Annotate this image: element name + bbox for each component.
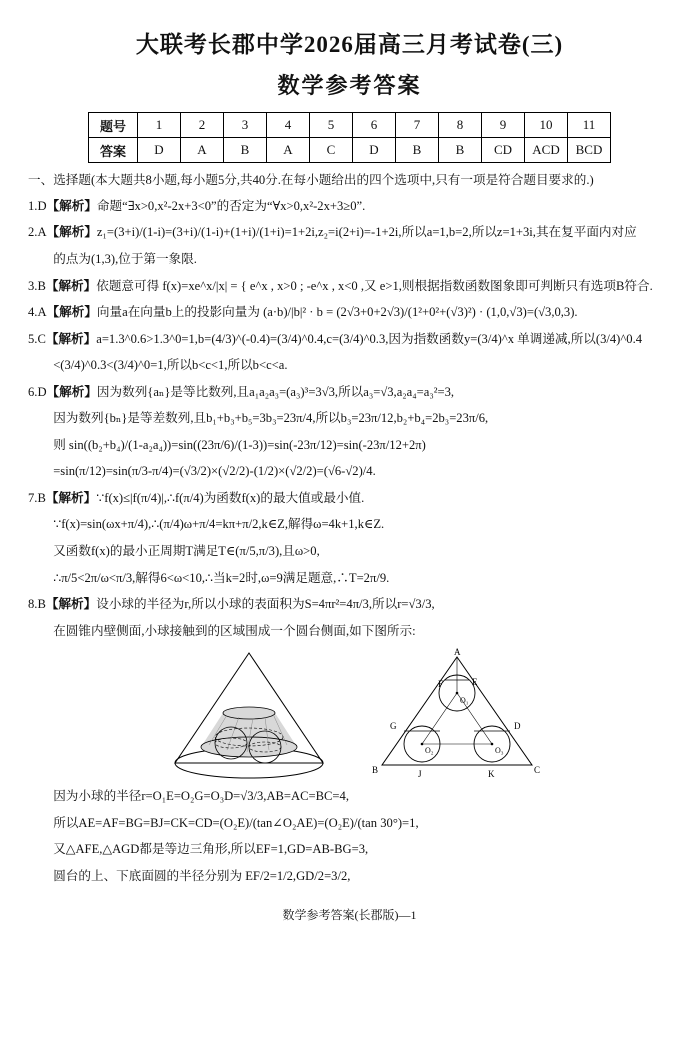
label-B: B xyxy=(372,765,379,776)
label-J: J xyxy=(418,769,422,780)
solution-text: 又函数f(x)的最小正周期T满足T∈(π/5,π/3),且ω>0, xyxy=(53,544,320,558)
table-cell: 2 xyxy=(181,113,224,138)
solution-6-cont-1 xyxy=(28,406,671,431)
label-O2: O₂ xyxy=(425,746,434,756)
table-cell: D xyxy=(353,138,396,163)
solution-tag: 【解析】 xyxy=(45,331,97,346)
solution-2-cont xyxy=(28,247,671,272)
solution-8-after-2 xyxy=(28,811,671,836)
solution-tag: 【解析】 xyxy=(46,305,97,320)
solution-8-cont-1 xyxy=(28,619,671,644)
table-cell: 6 xyxy=(353,113,396,138)
table-cell: A xyxy=(181,138,224,163)
page-subtitle: 数学参考答案 xyxy=(277,73,422,98)
answer-table xyxy=(88,112,611,163)
cone-figure xyxy=(147,647,352,782)
solution-8-after-1 xyxy=(28,784,671,809)
solution-text: 则 sin((b₂+b₄)/(1-a₂a₄))=sin((23π/6)/(1-3))=sin(-23π/12)=sin(-23π/12+2π) xyxy=(53,437,426,452)
solution-1 xyxy=(28,194,671,219)
solution-number: 3.B xyxy=(28,278,46,293)
solution-text: 命题“∃x>0,x²-2x+3<0”的否定为“∀x>0,x²-2x+3≥0”. xyxy=(96,198,366,213)
table-cell: A xyxy=(267,138,310,163)
solution-text: 设小球的半径为r,所以小球的表面积为S=4πr²=4π/3,所以r=√3/3, xyxy=(96,597,435,612)
table-cell: BCD xyxy=(568,138,611,163)
label-G: G xyxy=(390,721,397,732)
solution-text: 因为小球的半径r=O₁E=O₂G=O₃D=√3/3,AB=AC=BC=4, xyxy=(53,789,349,804)
label-D: D xyxy=(514,721,521,732)
solution-text: ∴π/5<2π/ω<π/3,解得6<ω<10,∴当k=2时,ω=9满足题意,∴T=2π/9. xyxy=(53,570,390,585)
solution-text: 因为数列{bₙ}是等差数列,且b₁+b₃+b₅=3b₃=23π/4,所以b₃=23π/12,b₂+b₄=2b₃=23π/6, xyxy=(53,411,489,426)
solution-text: a=1.3^0.6>1.3^0=1,b=(4/3)^(-0.4)=(3/4)^0.4,c=(3/4)^0.3,因为指数函数y=(3/4)^x 单调递减,所以(3/4)^0.4 xyxy=(96,331,643,346)
solution-number: 2.A xyxy=(28,225,47,240)
table-cell: 1 xyxy=(138,113,181,138)
solution-2 xyxy=(28,220,671,245)
solution-text: 又△AFE,△AGD都是等边三角形,所以EF=1,GD=AB-BG=3, xyxy=(53,842,369,857)
solution-text: z₁=(3+i)/(1-i)=(3+i)/(1-i)+(1+i)/(1+i)=1+2i,z₂=i(2+i)=-1+2i,所以a=1,b=2,所以z=1+3i,其在复平面内对应 xyxy=(96,225,637,240)
table-row-answers xyxy=(89,138,611,163)
table-cell: D xyxy=(138,138,181,163)
solution-8-after-4 xyxy=(28,864,671,889)
page-title: 大联考长郡中学2026届高三月考试卷(三) xyxy=(135,32,564,57)
solution-text: 因为数列{aₙ}是等比数列,且a₁a₂a₃=(a₃)³=3√3,所以a₃=√3,a₂a₄=a₃²=3, xyxy=(96,384,455,399)
label-K: K xyxy=(488,769,495,780)
label-F: F xyxy=(438,679,444,690)
page-footer: 数学参考答案(长郡版)—1 xyxy=(282,908,417,923)
label-O1: O₁ xyxy=(460,696,469,706)
solution-tag: 【解析】 xyxy=(46,198,97,213)
table-cell: 5 xyxy=(310,113,353,138)
solution-text: ∵f(x)≤|f(π/4)|,∴f(π/4)为函数f(x)的最大值或最小值. xyxy=(96,490,365,505)
table-cell: 7 xyxy=(396,113,439,138)
figure-group xyxy=(28,647,671,782)
table-header-answer: 答案 xyxy=(89,138,138,163)
solution-4 xyxy=(28,300,671,325)
solution-7-cont-3 xyxy=(28,566,671,591)
table-header-number: 题号 xyxy=(89,113,138,138)
solution-6-cont-3 xyxy=(28,459,671,484)
table-row-numbers xyxy=(89,113,611,138)
solution-text: ∵f(x)=sin(ωx+π/4),∴(π/4)ω+π/4=kπ+π/2,k∈Z,解得ω=4k+1,k∈Z. xyxy=(53,517,385,532)
solution-8-after-3 xyxy=(28,837,671,862)
solution-tag: 【解析】 xyxy=(46,384,97,399)
solution-6 xyxy=(28,380,671,405)
solution-tag: 【解析】 xyxy=(45,278,97,293)
solution-number: 5.C xyxy=(28,331,46,346)
table-cell: 8 xyxy=(439,113,482,138)
solution-text: 在圆锥内壁侧面,小球接触到的区域围成一个圆台侧面,如下图所示: xyxy=(53,623,416,638)
solution-tag: 【解析】 xyxy=(46,225,97,240)
solution-number: 4.A xyxy=(28,305,47,320)
solution-number: 8.B xyxy=(28,597,46,612)
table-cell: B xyxy=(224,138,267,163)
solution-5-cont xyxy=(28,353,671,378)
label-C: C xyxy=(534,765,541,776)
solution-8 xyxy=(28,592,671,617)
table-cell: 3 xyxy=(224,113,267,138)
table-cell: 10 xyxy=(525,113,568,138)
solution-text: 所以AE=AF=BG=BJ=CK=CD=(O₂E)/(tan∠O₂AE)=(O₂E)/(tan 30°)=1, xyxy=(53,815,419,830)
table-cell: 4 xyxy=(267,113,310,138)
solution-text: 的点为(1,3),位于第一象限. xyxy=(53,251,197,266)
solution-text: 圆台的上、下底面圆的半径分别为 EF/2=1/2,GD/2=3/2, xyxy=(53,868,351,883)
solution-3 xyxy=(28,274,671,299)
solution-7-cont-1 xyxy=(28,512,671,537)
table-cell: CD xyxy=(482,138,525,163)
label-O3: O₃ xyxy=(495,746,504,756)
solution-number: 1.D xyxy=(28,198,47,213)
table-cell: ACD xyxy=(525,138,568,163)
table-cell: B xyxy=(396,138,439,163)
section-heading: 一、选择题(本大题共8小题,每小题5分,共40分.在每小题给出的四个选项中,只有一项是符合题目要求的.) xyxy=(28,173,594,187)
solution-text: 向量a在向量b上的投影向量为 (a·b)/|b|² · b = (2√3+0+2√3)/(1²+0²+(√3)²) · (1,0,√3)=(√3,0,3). xyxy=(96,305,578,320)
table-cell: 11 xyxy=(568,113,611,138)
solution-5 xyxy=(28,327,671,352)
label-A: A xyxy=(454,647,461,658)
solution-text: 依题意可得 f(x)=xe^x/|x| = { e^x , x>0 ; -e^x , x<0 ,又 e>1,则根据指数函数图象即可判断只有选项B符合. xyxy=(96,278,653,293)
solution-text: <(3/4)^0.3<(3/4)^0=1,所以b<c<1,所以b<c<a. xyxy=(53,358,288,373)
solution-7-cont-2 xyxy=(28,539,671,564)
solution-6-cont-2 xyxy=(28,433,671,458)
table-cell: B xyxy=(439,138,482,163)
solution-tag: 【解析】 xyxy=(45,490,97,505)
solution-text: =sin(π/12)=sin(π/3-π/4)=(√3/2)×(√2/2)-(1/2)×(√2/2)=(√6-√2)/4. xyxy=(53,464,376,479)
solution-number: 6.D xyxy=(28,384,47,399)
triangle-figure xyxy=(362,647,552,782)
solution-tag: 【解析】 xyxy=(45,597,97,612)
table-cell: 9 xyxy=(482,113,525,138)
table-cell: C xyxy=(310,138,353,163)
label-E: E xyxy=(472,677,478,688)
solution-7 xyxy=(28,486,671,511)
solution-number: 7.B xyxy=(28,490,46,505)
